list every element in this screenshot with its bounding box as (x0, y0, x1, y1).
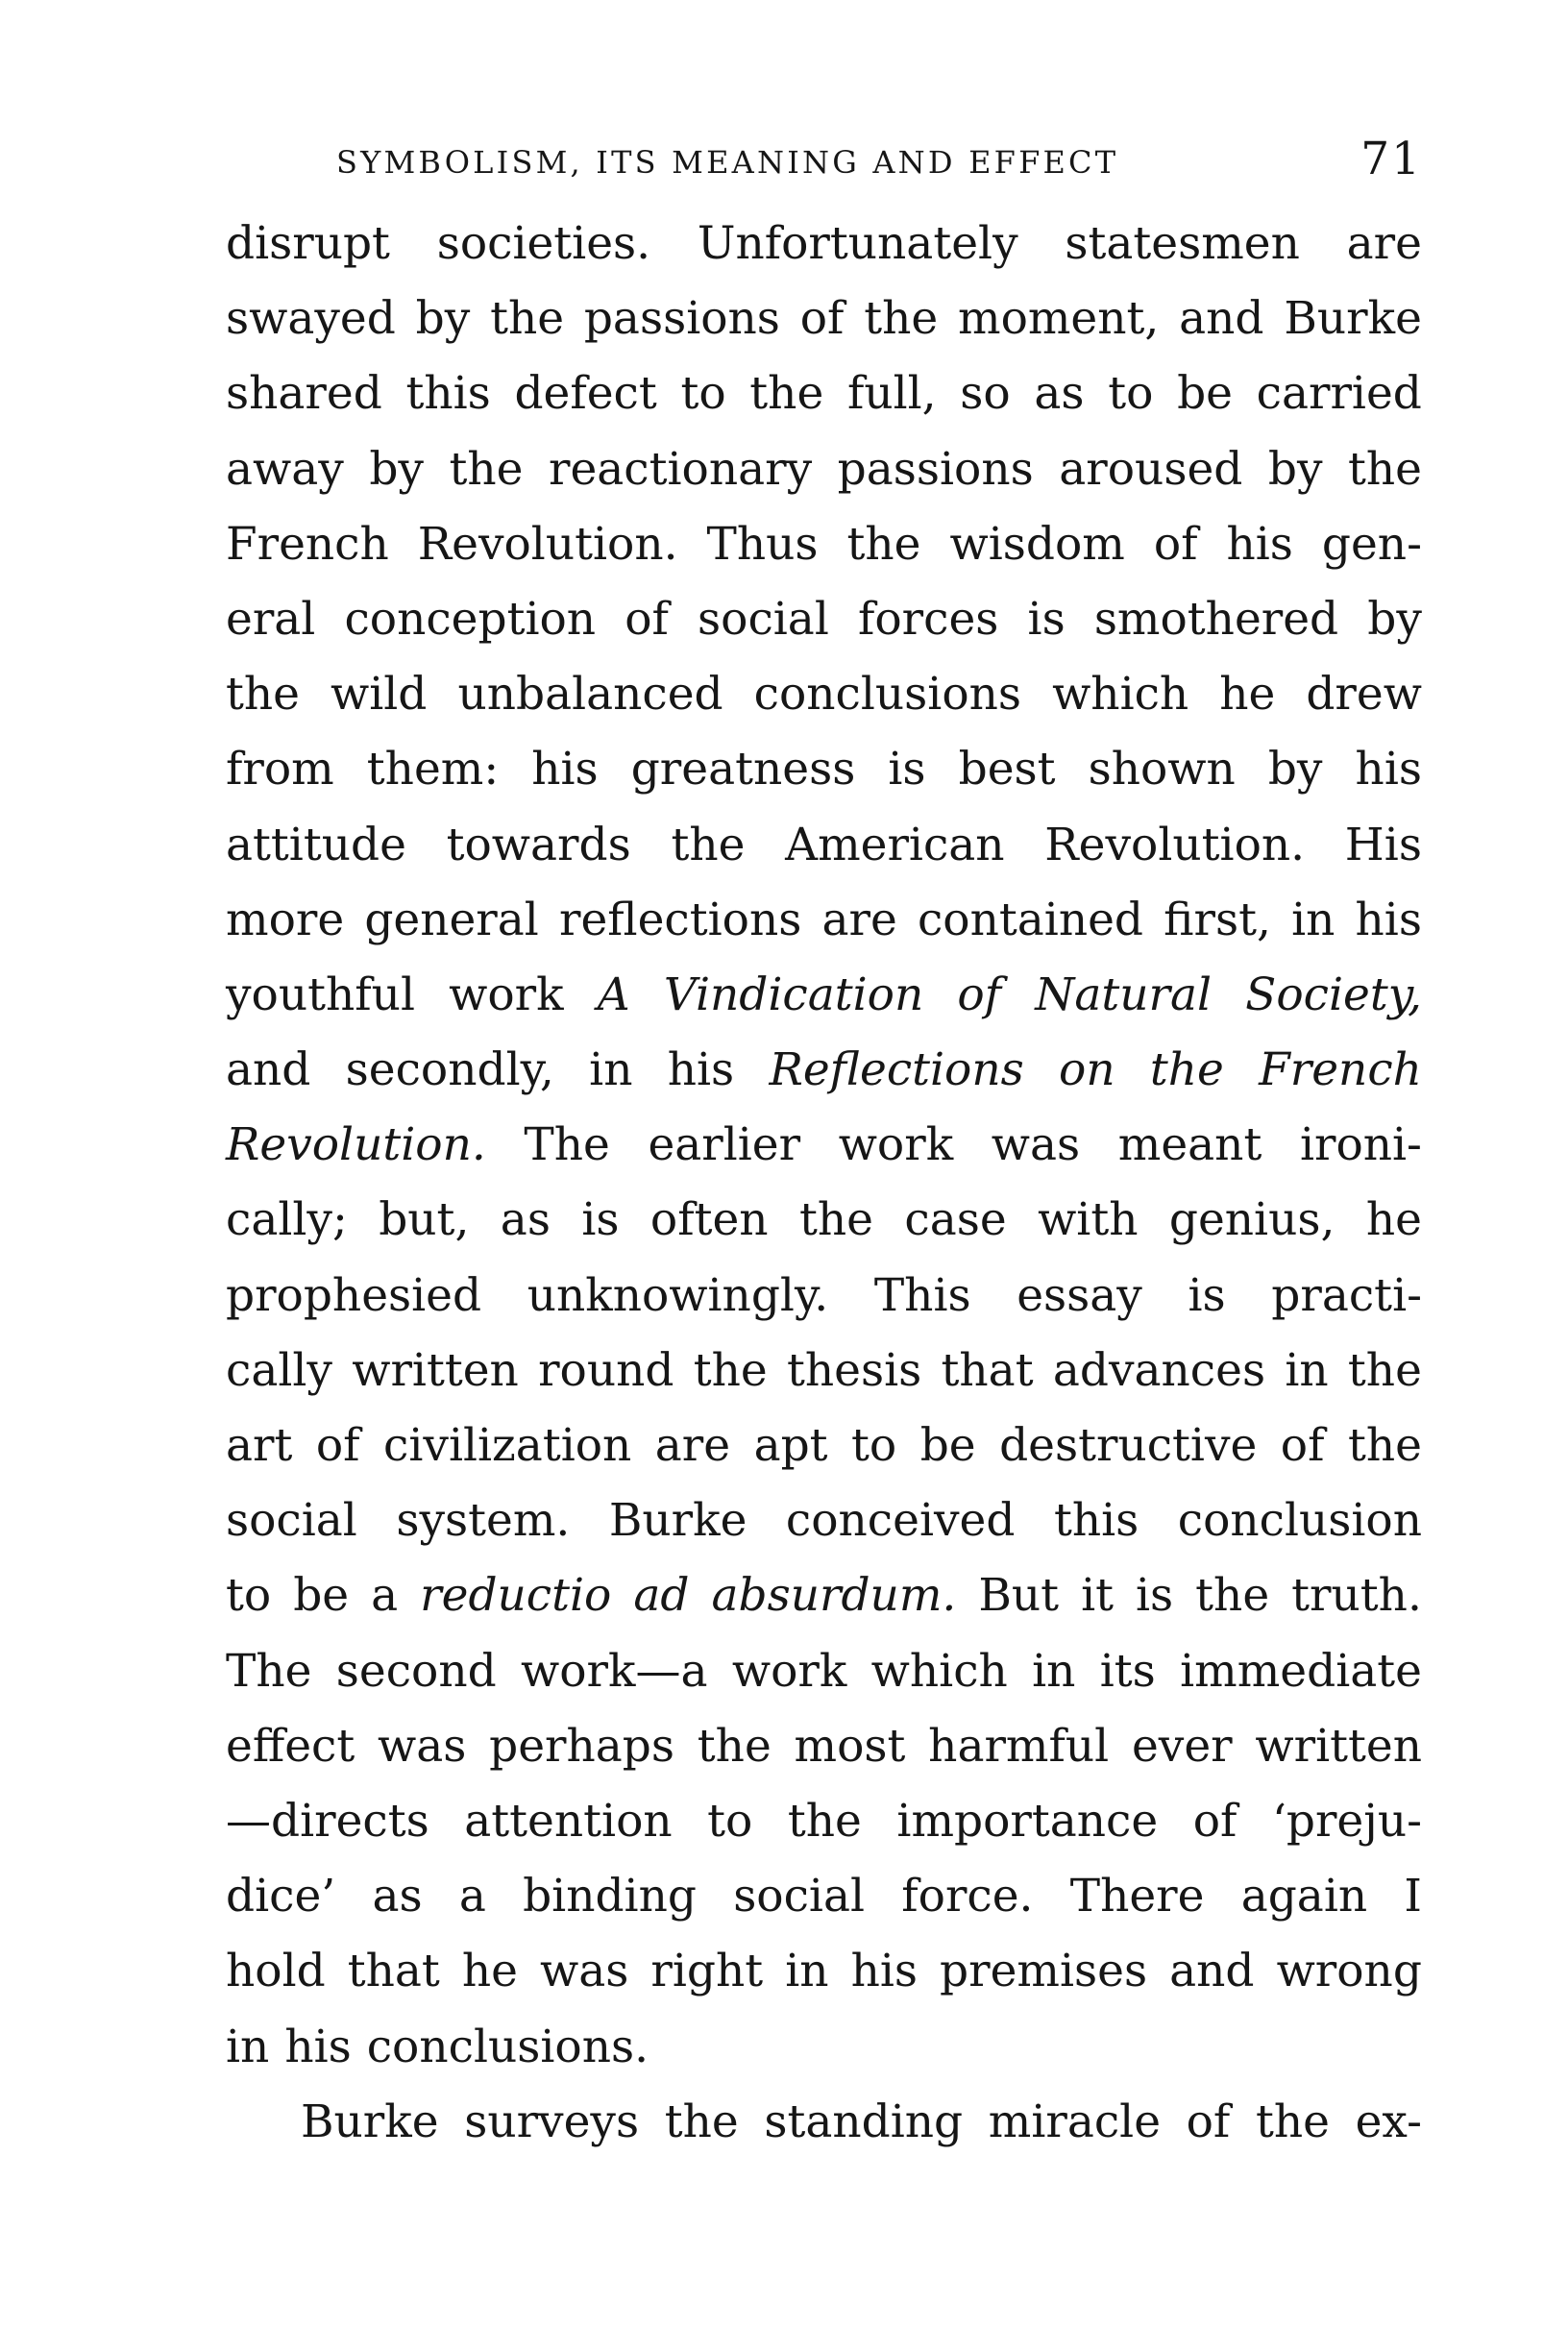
word: premises (940, 1945, 1148, 1998)
text-line (226, 507, 1422, 582)
word: the (671, 818, 746, 871)
word: right (650, 1945, 764, 1998)
word: I (1404, 1870, 1422, 1923)
word: in (226, 2020, 270, 2073)
word: is (1136, 1569, 1174, 1623)
word: But (978, 1569, 1060, 1623)
word: The (226, 1644, 312, 1698)
word: be (1177, 367, 1233, 421)
word: meant (1117, 1118, 1262, 1172)
word: in (785, 1945, 829, 1998)
word: the (1149, 1043, 1224, 1097)
word: social (698, 592, 829, 646)
word: and (1179, 292, 1264, 346)
word: ironi- (1299, 1118, 1422, 1172)
word: often (649, 1193, 769, 1247)
word: secondly, (345, 1043, 554, 1097)
word: —directs (226, 1794, 429, 1848)
word: as (1034, 367, 1085, 421)
word: he (461, 1945, 518, 1998)
word: system. (396, 1494, 571, 1548)
word: reactionary (549, 442, 813, 496)
word: Reflections (769, 1043, 1024, 1097)
word: to (680, 367, 726, 421)
text-line (226, 808, 1422, 883)
word: harmful (928, 1719, 1110, 1773)
word: the (1255, 2095, 1330, 2148)
word: as (500, 1193, 551, 1247)
word: is (581, 1193, 620, 1247)
word: His (1344, 818, 1422, 871)
word: Revolution. (417, 517, 678, 571)
word: it (1081, 1569, 1114, 1623)
word: to (1108, 367, 1154, 421)
text-line (226, 1334, 1422, 1409)
word: are (654, 1419, 731, 1472)
word: on (1059, 1043, 1115, 1097)
word: attitude (226, 818, 406, 871)
word: which (1052, 668, 1189, 722)
word: shared (226, 367, 382, 421)
word: the (697, 1719, 772, 1773)
word: by (1267, 743, 1323, 796)
word: of (1186, 2095, 1231, 2148)
word: reflections (558, 893, 802, 946)
word: this (405, 367, 491, 421)
text-line (226, 1183, 1422, 1258)
word: earlier (648, 1118, 801, 1172)
body-text (226, 207, 1422, 2160)
word: the (449, 442, 524, 496)
word: surveys (464, 2095, 640, 2148)
running-head (336, 133, 1422, 190)
word: the (693, 1343, 768, 1397)
word: work (838, 1118, 954, 1172)
text-line (226, 1558, 1422, 1633)
word: the (226, 668, 300, 722)
word: work (449, 968, 564, 1021)
word: the (787, 1794, 862, 1848)
text-line (226, 207, 1422, 282)
word: genius, (1168, 1193, 1335, 1247)
word: towards (446, 818, 631, 871)
word: which (870, 1644, 1008, 1698)
word: Natural (1035, 968, 1213, 1021)
word: contained (917, 893, 1143, 946)
word: reductio (420, 1569, 612, 1623)
word: most (794, 1719, 906, 1773)
word: of (315, 1419, 360, 1472)
word: them: (366, 743, 500, 796)
word: destructive (999, 1419, 1258, 1472)
word: as (372, 1870, 423, 1923)
word: the (1347, 1343, 1422, 1397)
word: and (1169, 1945, 1255, 1998)
word: The (524, 1118, 610, 1172)
text-line (226, 657, 1422, 732)
text-line (226, 582, 1422, 657)
word: first, (1164, 893, 1271, 946)
word: prophesied (226, 1268, 482, 1322)
word: work—a (521, 1644, 708, 1698)
word: Unfortunately (697, 217, 1018, 270)
word: more (226, 893, 345, 946)
word: greatness (630, 743, 856, 796)
word: standing (764, 2095, 964, 2148)
text-line (226, 432, 1422, 507)
word: the (864, 292, 939, 346)
text-line (226, 1709, 1422, 1784)
word: immediate (1180, 1644, 1422, 1698)
word: the (664, 2095, 739, 2148)
word: by (1367, 592, 1422, 646)
word: and (226, 1043, 311, 1097)
word: disrupt (226, 217, 390, 270)
word: his (531, 743, 599, 796)
word: is (888, 743, 926, 796)
word: the (749, 367, 824, 421)
word: conclusions (753, 668, 1022, 722)
word: that (347, 1945, 440, 1998)
word: effect (226, 1719, 355, 1773)
text-line (226, 1859, 1422, 1934)
text-line (226, 1033, 1422, 1108)
word: truth. (1291, 1569, 1422, 1623)
running-head-title: SYMBOLISM, ITS MEANING AND EFFECT (336, 144, 1119, 181)
word: defect (514, 367, 657, 421)
word: Thus (706, 517, 819, 571)
word: This (873, 1268, 971, 1322)
word: from (226, 743, 334, 796)
word: ad (633, 1569, 690, 1623)
word: in (1285, 1343, 1329, 1397)
word: Burke (608, 1494, 747, 1548)
word: Vindication (663, 968, 924, 1021)
text-line (226, 1483, 1422, 1558)
word: his (284, 2020, 352, 2073)
text-line (226, 1108, 1422, 1183)
word: wild (331, 668, 428, 722)
word: conclusion (1177, 1494, 1422, 1548)
word: so (960, 367, 1011, 421)
word: A (597, 968, 630, 1021)
word: ex- (1355, 2095, 1422, 2148)
page-number: 71 (1360, 133, 1422, 185)
word: away (226, 442, 344, 496)
word: of (1280, 1419, 1325, 1472)
text-line (226, 356, 1422, 431)
word: to (707, 1794, 753, 1848)
word: his (1355, 743, 1422, 796)
word: ever (1131, 1719, 1233, 1773)
word: to (851, 1419, 897, 1472)
word: force. (901, 1870, 1034, 1923)
word: with (1038, 1193, 1139, 1247)
word: swayed (226, 292, 396, 346)
word: wrong (1276, 1945, 1422, 1998)
word: youthful (226, 968, 415, 1021)
word: round (538, 1343, 674, 1397)
word: he (1365, 1193, 1422, 1247)
word: unknowingly. (527, 1268, 829, 1322)
word: of (957, 968, 1002, 1021)
word: its (1099, 1644, 1156, 1698)
word: in (1032, 1644, 1076, 1698)
word: case (904, 1193, 1007, 1247)
word: hold (226, 1945, 326, 1998)
word: was (378, 1719, 467, 1773)
word: be (293, 1569, 350, 1623)
word: this (1053, 1494, 1139, 1548)
word: in (589, 1043, 633, 1097)
word: the (1195, 1569, 1270, 1623)
word: advances (1052, 1343, 1266, 1397)
word: be (919, 1419, 976, 1472)
word: Revolution. (1044, 818, 1306, 871)
word: shown (1088, 743, 1236, 796)
word: binding (523, 1870, 697, 1923)
word: is (1027, 592, 1066, 646)
word: perhaps (489, 1719, 675, 1773)
word: conceived (785, 1494, 1016, 1548)
text-line (226, 1259, 1422, 1334)
word: but, (379, 1193, 470, 1247)
word: unbalanced (457, 668, 723, 722)
word: essay (1017, 1268, 1142, 1322)
word: social (226, 1494, 357, 1548)
word: was (991, 1118, 1081, 1172)
word: is (1188, 1268, 1226, 1322)
word: miracle (988, 2095, 1162, 2148)
word: practi- (1271, 1268, 1422, 1322)
word: his (1355, 893, 1422, 946)
word: are (1346, 217, 1422, 270)
word: wisdom (949, 517, 1125, 571)
word: the (1348, 442, 1422, 496)
word: in (1291, 893, 1335, 946)
word: conclusions. (366, 2020, 649, 2073)
text-line (226, 1934, 1422, 2009)
paragraph-opening-line (226, 2085, 1422, 2160)
word: work (731, 1644, 847, 1698)
word: by (369, 442, 424, 496)
word: his (1226, 517, 1293, 571)
text-line (226, 1784, 1422, 1859)
word: French (226, 517, 389, 571)
word: written (352, 1343, 519, 1397)
word: he (1219, 668, 1276, 722)
word: drew (1306, 668, 1422, 722)
word: There (1069, 1870, 1205, 1923)
word: of (1192, 1794, 1237, 1848)
text-line (226, 2010, 1422, 2085)
word: Burke (1284, 292, 1422, 346)
word: importance (896, 1794, 1159, 1848)
word: eral (226, 592, 316, 646)
word: American (785, 818, 1005, 871)
word: by (1267, 442, 1323, 496)
word: best (958, 743, 1056, 796)
word: art (226, 1419, 293, 1472)
word: Society, (1245, 968, 1422, 1021)
word: passions (837, 442, 1034, 496)
word: of (799, 292, 845, 346)
word: are (821, 893, 897, 946)
word: cally (226, 1343, 332, 1397)
word: of (1153, 517, 1198, 571)
word: the (846, 517, 921, 571)
word: passions (583, 292, 780, 346)
word: cally; (226, 1193, 348, 1247)
word: forces (857, 592, 999, 646)
word: dice’ (226, 1870, 336, 1923)
word: was (540, 1945, 629, 1998)
word: that (941, 1343, 1034, 1397)
word: the (490, 292, 565, 346)
word: moment, (958, 292, 1160, 346)
word: smothered (1093, 592, 1339, 646)
word: thesis (787, 1343, 922, 1397)
text-line (226, 1409, 1422, 1483)
word: carried (1256, 367, 1422, 421)
word: a (371, 1569, 399, 1623)
word: second (335, 1644, 497, 1698)
word: attention (464, 1794, 673, 1848)
word: aroused (1059, 442, 1243, 496)
word: Burke (301, 2095, 439, 2148)
word: general (364, 893, 539, 946)
word: gen- (1321, 517, 1422, 571)
word: French (1259, 1043, 1422, 1097)
word: the (798, 1193, 873, 1247)
word: the (1347, 1419, 1422, 1472)
text-line (226, 958, 1422, 1033)
word: full, (846, 367, 937, 421)
word: apt (753, 1419, 828, 1472)
word: again (1240, 1870, 1368, 1923)
text-line (226, 732, 1422, 807)
word: societies. (436, 217, 651, 270)
word: his (850, 1945, 918, 1998)
text-line (226, 1634, 1422, 1709)
word: by (415, 292, 471, 346)
word: ‘preju- (1271, 1794, 1422, 1848)
word: a (458, 1870, 486, 1923)
text-line (226, 282, 1422, 356)
word: written (1255, 1719, 1422, 1773)
word: conception (344, 592, 597, 646)
text-line (226, 883, 1422, 958)
word: Revolution. (226, 1118, 486, 1172)
word: to (226, 1569, 272, 1623)
word: absurdum. (711, 1569, 957, 1623)
word: his (667, 1043, 735, 1097)
word: of (625, 592, 669, 646)
word: statesmen (1065, 217, 1300, 270)
word: social (733, 1870, 866, 1923)
word: civilization (383, 1419, 632, 1472)
